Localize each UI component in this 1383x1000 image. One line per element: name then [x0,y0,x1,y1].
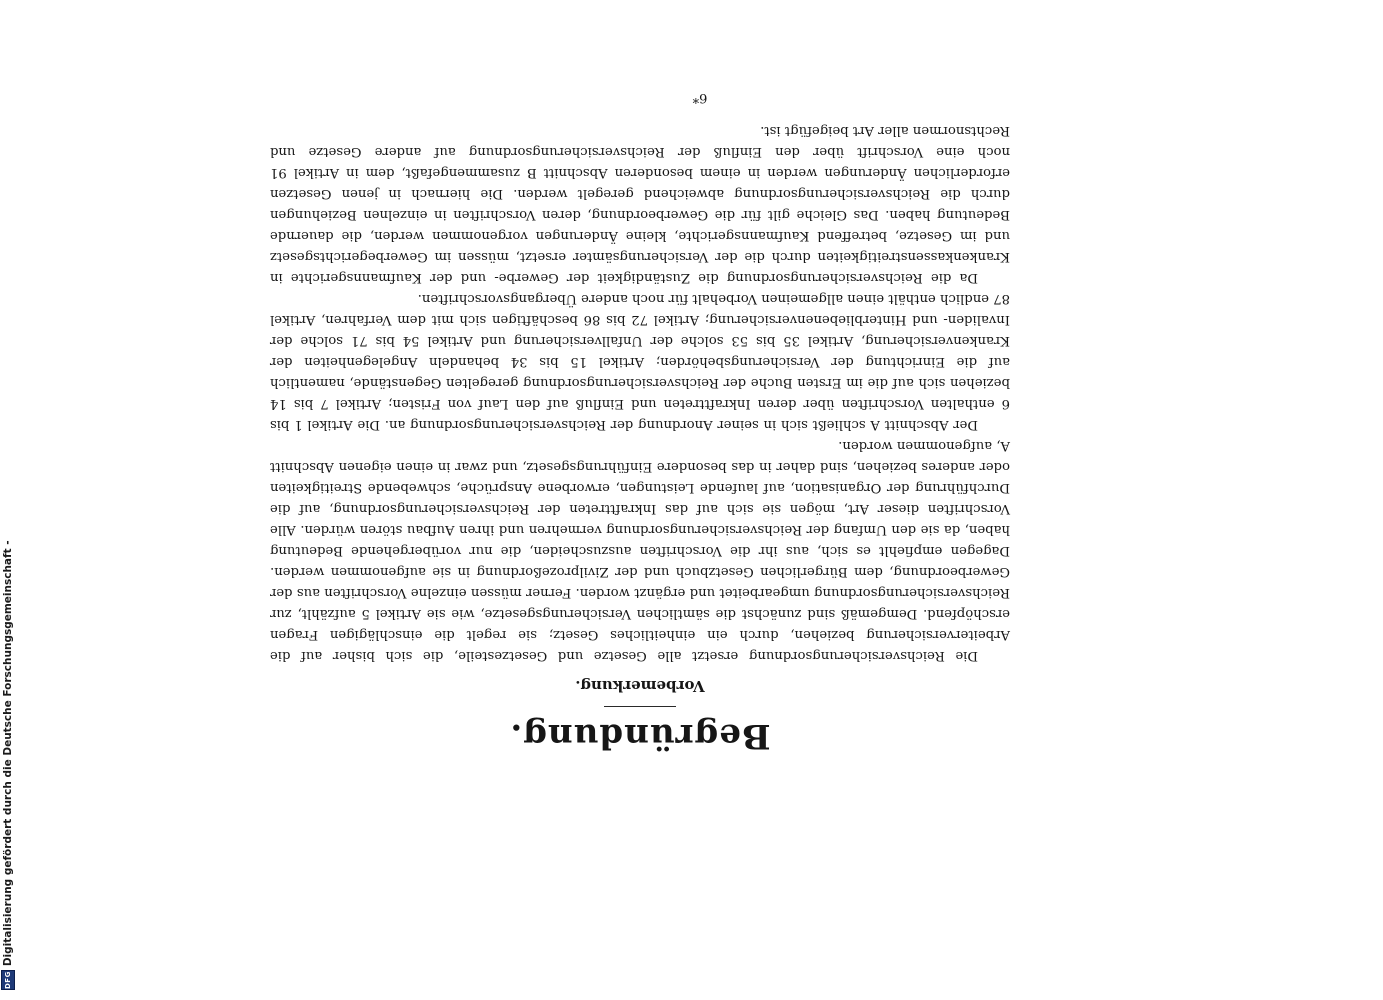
paragraph-1: Die Reichsversicherungsordnung ersetzt alle Gesetze und Gesetzesteile, die sich bisher auf die Arbeiterversicherung beziehen, durch ein einheitliches Gesetz; sie regelt die einschlägigen Fragen erschöpfend. Demgemäß sind zunächst die sämtlichen Versicherungsgesetze, wie sie Artikel 5 aufzählt, zur Reichsversicherungsordnung umgearbeitet und ergänzt worden. Ferner müssen einzelne Vorschriften aus der Gewerbeordnung, dem Bürgerlichen Gesetzbuch und der Zivilprozeßordnung in sie aufgenommen werden. Dagegen empfiehlt es sich, aus ihr die Vorschriften auszuscheiden, die nur vorübergehende Bedeutung haben, da sie den Umfang der Reichsversicherungsordnung vermehren und ihren Aufbau stören würden. Alle Vorschriften dieser Art, mögen sie sich auf das Inkrafttreten der Reichsversicherungsordnung, auf die Durchführung der Organisation, auf laufende Leistungen, erworbene Ansprüche, schwebende Streitigkeiten oder anderes beziehen, sind daher in das besondere Einführungsgesetz, und zwar in einen eigenen Abschnitt A, aufgenommen worden. [270,438,1010,663]
page-number: 6* [692,90,708,105]
document-page [250,90,1030,765]
title-divider [604,706,676,707]
section-heading: Vorbemerkung. [575,677,705,695]
page-title: Begründung. [509,716,771,756]
dfg-logo-icon: DFG [1,970,15,990]
paragraph-3: Da die Reichsversicherungsordnung die Zuständigkeit der Gewerbe- und der Kaufmannsgerichte in Krankenkassenstreitigkeiten durch die der Versicherungsämter ersetzt, müssen im Gewerbegerichtsgesetz und im Gesetze, betreffend Kaufmannsgerichte, kleine Änderungen vorgenommen werden, die dauernde Bedeutung haben. Das Gleiche gilt für die Gewerbeordnung, deren Vorschriften in einzelnen Beziehungen durch die Reichsversicherungsordnung abweichend geregelt werden. Die hiernach in jenen Gesetzen erforderlichen Änderungen werden in einem besonderen Abschnitt B zusammengefaßt, dem in Artikel 91 noch eine Vorschrift über den Einfluß der Reichsversicherungsordnung auf andere Gesetze und Rechtsnormen aller Art beigefügt ist. [270,123,1010,285]
digitization-credit-text: Digitalisierung gefördert durch die Deutsche Forschungsgemeinschaft - [2,540,14,967]
digitization-credit [0,540,16,990]
paragraph-2: Der Abschnitt A schließt sich in seiner Anordnung der Reichsversicherungsordnung an. Die Artikel 1 bis 6 enthalten Vorschriften über deren Inkrafttreten und Einfluß auf den Lauf von Fristen; Artikel 7 bis 14 beziehen sich auf die im Ersten Buche der Reichsversicherungsordnung geregelten Gegenstände, namentlich auf die Einrichtung der Versicherungsbehörden; Artikel 15 bis 34 behandeln Angelegenheiten der Krankenversicherung, Artikel 35 bis 53 solche der Unfallversicherung und Artikel 54 bis 71 solche der Invaliden- und Hinterbliebenenversicherung; Artikel 72 bis 86 beschäftigen sich mit dem Verfahren, Artikel 87 endlich enthält einen allgemeinen Vorbehalt für noch andere Übergangsvorschriften. [270,291,1010,432]
